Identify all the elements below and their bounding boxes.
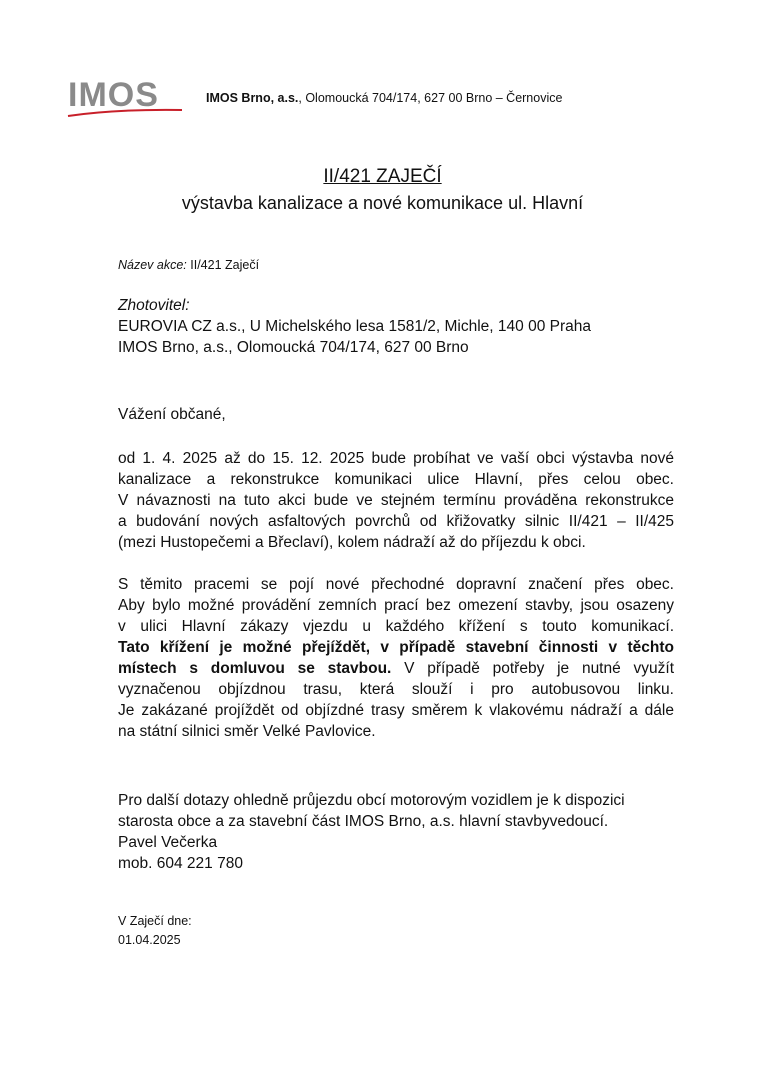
company-name: IMOS Brno, a.s. xyxy=(206,91,299,105)
paragraph-line: starosta obce a za stavební část IMOS Brno, a.s. hlavní stavbyvedoucí. xyxy=(118,813,609,830)
paragraph-line: V návaznosti na tuto akci bude ve stejném termínu prováděna rekonstrukce xyxy=(118,492,674,509)
paragraph-traffic-signs xyxy=(118,574,674,742)
paragraph-line: Je zakázané projíždět od objízdné trasy směrem k vlakovému nádraží a dále xyxy=(118,702,674,719)
paragraph-line: na státní silnici směr Velké Pavlovice. xyxy=(118,723,376,740)
paragraph-line: Pro další dotazy ohledně průjezdu obcí motorovým vozidlem je k dispozici xyxy=(118,792,625,809)
paragraph-line-bold: Tato křížení je možné přejíždět, v případě stavební činnosti v těchto xyxy=(118,639,674,656)
paragraph-line: od 1. 4. 2025 až do 15. 12. 2025 bude probíhat ve vaší obci výstavba nové xyxy=(118,450,674,467)
company-address: , Olomoucká 704/174, 627 00 Brno – Černovice xyxy=(298,91,563,105)
paragraph-line: (mezi Hustopečemi a Břeclaví), kolem nádraží až do příjezdu k obci. xyxy=(118,534,586,551)
company-line xyxy=(206,91,562,105)
place-date-label: V Zaječí dne: xyxy=(118,914,192,928)
contractor-heading: Zhotovitel: xyxy=(118,297,190,314)
greeting: Vážení občané, xyxy=(118,406,226,423)
paragraph-line: Aby bylo možné provádění zemních prací bez omezení stavby, jsou osazeny xyxy=(118,597,674,614)
phone-number: mob. 604 221 780 xyxy=(118,855,243,872)
bold-text: místech s domluvou se stavbou. xyxy=(118,660,392,677)
logo-text: IMOS xyxy=(68,76,159,114)
regular-text: V případě potřeby je nutné využít xyxy=(391,660,674,677)
paragraph-line-mixed xyxy=(118,658,674,679)
document-subtitle: výstavba kanalizace a nové komunikace ul. Hlavní xyxy=(181,193,584,213)
paragraph-line: vyznačenou objízdnou trasu, která slouží i pro autobusovou linku. xyxy=(118,681,674,698)
imos-logo xyxy=(66,76,186,120)
contractor-line: IMOS Brno, a.s., Olomoucká 704/174, 627 00 Brno xyxy=(118,339,469,356)
signatory-name: Pavel Večerka xyxy=(118,834,218,851)
paragraph-line: v ulici Hlavní zákazy vjezdu u každého křížení s touto komunikací. xyxy=(118,618,674,635)
document-date: 01.04.2025 xyxy=(118,933,181,947)
document-title: II/421 ZAJEČÍ xyxy=(323,166,442,187)
paragraph-contact xyxy=(118,790,674,832)
action-name xyxy=(118,258,259,272)
paragraph-line: kanalizace a rekonstrukce komunikaci ulice Hlavní, přes celou obec. xyxy=(118,471,674,488)
action-label: Název akce: xyxy=(118,258,187,272)
paragraph-line: S těmito pracemi se pojí nové přechodné dopravní značení přes obec. xyxy=(118,576,674,593)
paragraph-line: a budování nových asfaltových povrchů od křižovatky silnic II/421 – II/425 xyxy=(118,513,674,530)
letterhead xyxy=(66,76,706,120)
action-value: II/421 Zaječí xyxy=(186,258,260,272)
contractor-line: EUROVIA CZ a.s., U Michelského lesa 1581/2, Michle, 140 00 Praha xyxy=(118,318,591,335)
paragraph-construction-dates xyxy=(118,448,674,553)
